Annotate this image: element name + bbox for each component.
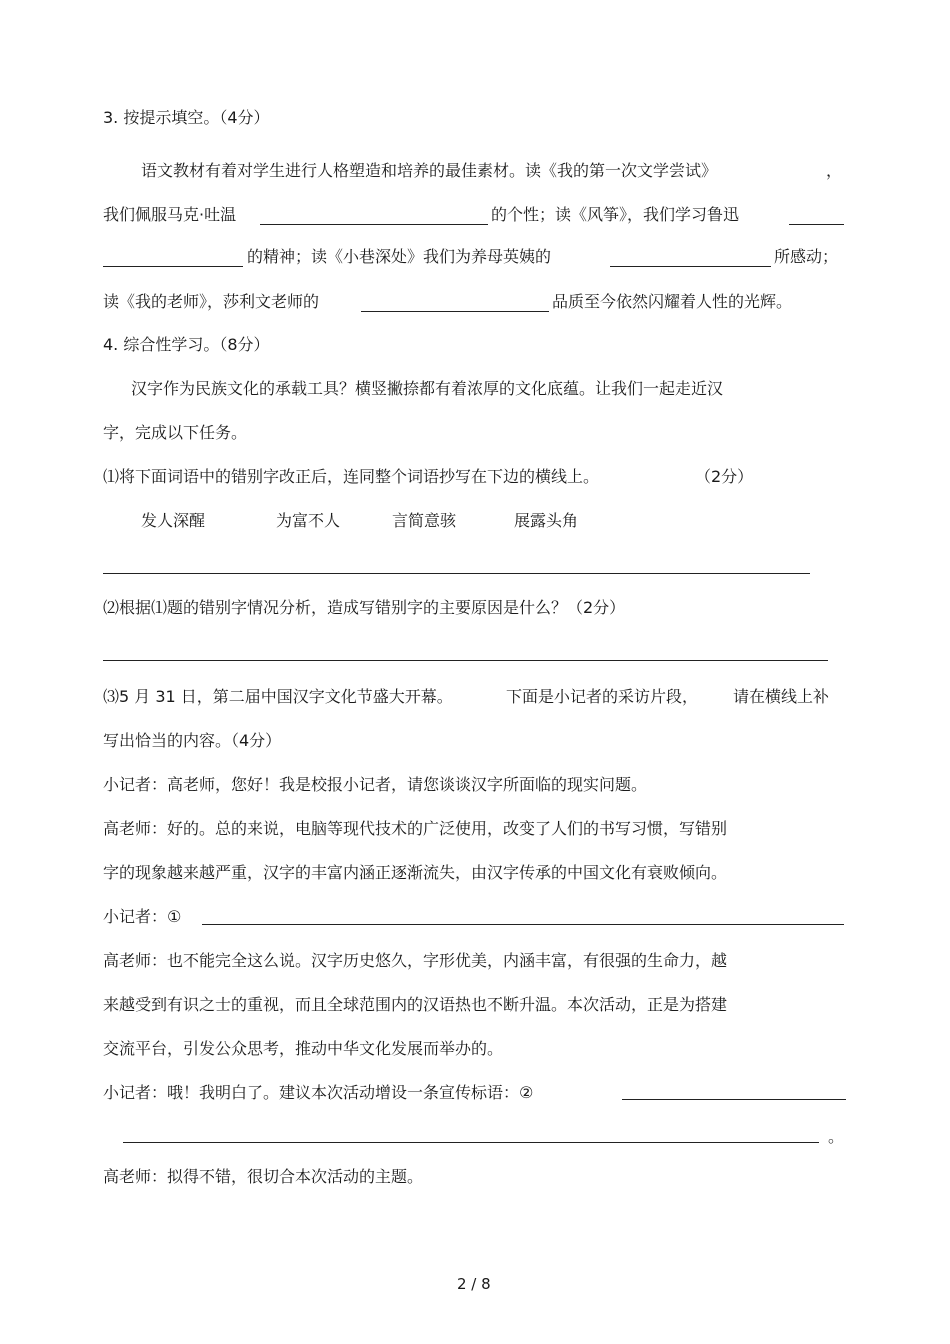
dialog-reporter-3: 小记者：哦！我明白了。建议本次活动增设一条宣传标语：② — [103, 1083, 534, 1102]
q3-comma: ， — [826, 161, 843, 180]
q4-heading: 4. 综合性学习。（8分） — [103, 335, 270, 354]
q3-text-line4a: 读《我的老师》，莎利文老师的 — [103, 292, 320, 311]
dialog-teacher-2c: 交流平台，引发公众思考，推动中华文化发展而举办的。 — [103, 1039, 504, 1058]
word-4: 展露头角 — [514, 511, 579, 530]
task1-score: （2分） — [695, 467, 754, 486]
blank-sullivan[interactable] — [361, 311, 549, 312]
q3-text-line4b: 品质至今依然闪耀着人性的光辉。 — [552, 292, 793, 311]
dialog-teacher-1b: 字的现象越来越严重，汉字的丰富内涵正逐渐流失，由汉字传承的中国文化有衰败倾向。 — [103, 863, 728, 882]
task1-answer-line[interactable] — [103, 573, 810, 574]
task3-line1b: 下面是小记者的采访片段， — [506, 687, 699, 706]
q3-text-line2b: 的个性；读《风筝》，我们学习鲁迅 — [491, 205, 740, 224]
task1-text: ⑴将下面词语中的错别字改正后，连同整个词语抄写在下边的横线上。 — [103, 467, 600, 486]
word-2: 为富不人 — [276, 511, 341, 530]
dialog-teacher-1a: 高老师：好的。总的来说，电脑等现代技术的广泛使用，改变了人们的书写习惯，写错别 — [103, 819, 728, 838]
dialog-teacher-3: 高老师：拟得不错，很切合本次活动的主题。 — [103, 1167, 424, 1186]
task3-line1a: ⑶5 月 31 日，第二届中国汉字文化节盛大开幕。 — [103, 687, 453, 706]
task2-text: ⑵根据⑴题的错别字情况分析，造成写错别字的主要原因是什么？（2分） — [103, 598, 626, 617]
page-number: 2 / 8 — [457, 1275, 491, 1293]
word-3: 言简意骇 — [392, 511, 457, 530]
q3-heading: 3. 按提示填空。（4分） — [103, 108, 270, 127]
blank-reporter-question[interactable] — [202, 924, 844, 925]
dialog-teacher-2a: 高老师：也不能完全这么说。汉字历史悠久，字形优美，内涵丰富，有很强的生命力，越 — [103, 951, 728, 970]
task3-line2: 写出恰当的内容。（4分） — [103, 731, 282, 750]
task3-line1c: 请在横线上补 — [733, 687, 830, 706]
q4-intro-line2: 字，完成以下任务。 — [103, 423, 248, 442]
q3-text-line1: 语文教材有着对学生进行人格塑造和培养的最佳素材。读《我的第一次文学尝试》 — [141, 161, 718, 180]
q3-text-line3a: 的精神；读《小巷深处》我们为养母英姨的 — [247, 247, 552, 266]
dialog-reporter-2: 小记者：① — [103, 907, 182, 926]
blank-ying-yi[interactable] — [610, 266, 771, 267]
word-1: 发人深醒 — [141, 511, 206, 530]
task2-answer-line[interactable] — [103, 660, 828, 661]
blank-lu-xun-part2[interactable] — [103, 266, 243, 267]
q4-intro-line1: 汉字作为民族文化的承载工具？横竖撇捺都有着浓厚的文化底蕴。让我们一起走近汉 — [131, 379, 724, 398]
blank-mark-twain[interactable] — [260, 224, 488, 225]
dialog-teacher-2b: 来越受到有识之士的重视，而且全球范围内的汉语热也不断升温。本次活动，正是为搭建 — [103, 995, 728, 1014]
dialog-reporter-1: 小记者：高老师，您好！我是校报小记者，请您谈谈汉字所面临的现实问题。 — [103, 775, 648, 794]
q3-text-line2a: 我们佩服马克·吐温 — [103, 205, 237, 224]
blank-lu-xun-part1[interactable] — [789, 224, 844, 225]
slogan-period: 。 — [828, 1127, 845, 1146]
blank-slogan-part1[interactable] — [622, 1099, 846, 1100]
q3-text-line3b: 所感动； — [774, 247, 839, 266]
blank-slogan-part2[interactable] — [123, 1142, 819, 1143]
